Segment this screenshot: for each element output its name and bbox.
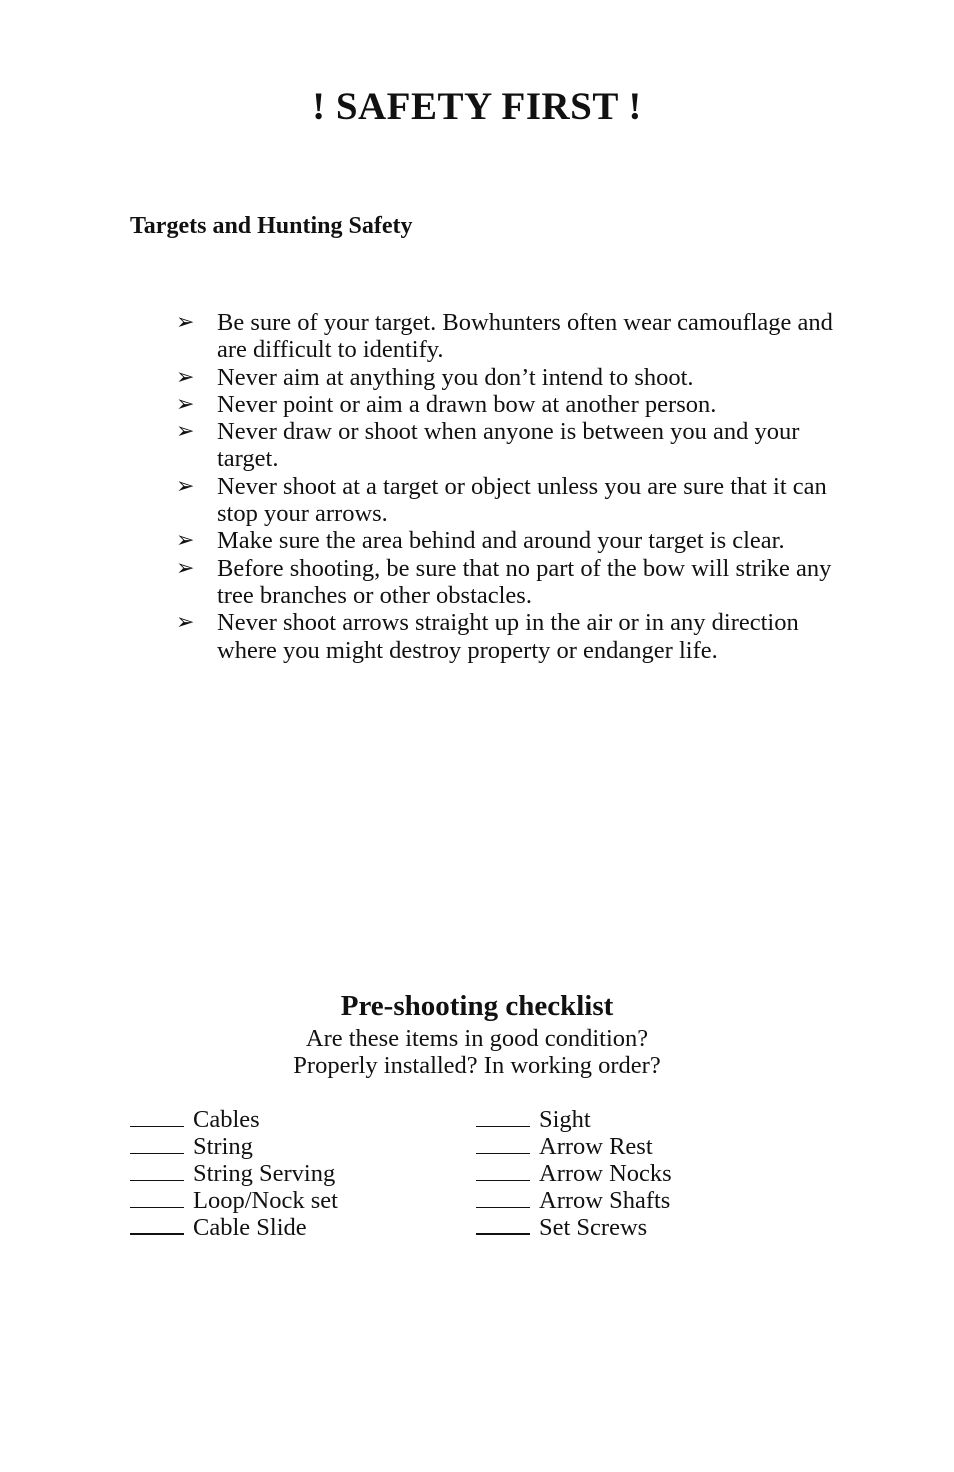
rule-text: Never draw or shoot when anyone is between you and your target. [217,418,800,473]
checklist-item [130,1106,338,1133]
checklist-item-label: Arrow Rest [539,1133,653,1160]
checklist-item [130,1160,338,1187]
rule-text: Make sure the area behind and around your target is clear. [217,527,785,555]
checklist-item [476,1133,672,1160]
arrowhead-bullet-icon: ➢ [176,391,195,417]
checkbox-blank-line[interactable] [130,1232,184,1235]
checklist-item-label: String Serving [193,1160,336,1187]
rule-text: Never aim at anything you don’t intend to shoot. [217,363,694,391]
checklist-item-label: Cables [193,1106,260,1133]
list-item [176,309,836,364]
checklist-item [130,1214,338,1241]
checkbox-blank-line[interactable] [130,1179,184,1181]
checklist-item-label: Loop/Nock set [193,1187,338,1214]
arrowhead-bullet-icon: ➢ [176,310,195,335]
rule-text: Before shooting, be sure that no part of the bow will strike any tree branches or other obstacles. [217,554,832,609]
checkbox-blank-line[interactable] [476,1206,530,1208]
checkbox-blank-line[interactable] [130,1152,184,1154]
arrowhead-bullet-icon: ➢ [176,419,195,445]
checklist-item-label: Arrow Shafts [539,1187,671,1214]
arrowhead-bullet-icon: ➢ [176,473,195,499]
checklist-title: Pre-shooting checklist [340,990,614,1022]
checklist-item-label: String [193,1133,253,1160]
checklist-item-label: Cable Slide [193,1214,307,1241]
list-item [176,609,836,664]
checklist-left-column [130,1106,338,1241]
rule-text: Never shoot at a target or object unless you are sure that it can stop your arrows. [217,472,827,528]
arrowhead-bullet-icon: ➢ [176,555,195,581]
list-item [176,473,836,528]
checklist-item [476,1187,672,1214]
checkbox-blank-line[interactable] [130,1206,184,1208]
checklist-item-label: Arrow Nocks [539,1160,672,1187]
checklist-item [130,1133,338,1160]
arrowhead-bullet-icon: ➢ [176,610,195,636]
checklist-item [476,1106,672,1133]
rule-text: Never point or aim a drawn bow at another person. [217,390,717,418]
checklist-right-column [476,1106,672,1241]
checkbox-blank-line[interactable] [130,1125,184,1127]
checkbox-blank-line[interactable] [476,1152,530,1154]
checklist-item-label: Set Screws [539,1214,648,1241]
list-item [176,555,836,610]
arrowhead-bullet-icon: ➢ [176,364,195,390]
list-item [176,418,836,473]
list-item [176,364,836,391]
rule-text: Never shoot arrows straight up in the air or in any direction where you might destroy property or endanger life. [217,609,799,664]
section-heading: Targets and Hunting Safety [130,213,413,239]
checklist-subtitle-line1: Are these items in good condition? [305,1025,649,1052]
checkbox-blank-line[interactable] [476,1232,530,1235]
list-item [176,527,836,554]
checklist-item [130,1187,338,1214]
page-title: ! SAFETY FIRST ! [312,85,642,128]
list-item [176,391,836,418]
rule-text: Be sure of your target. Bowhunters often wear camouflage and are difficult to identify. [217,309,833,364]
checklist-subtitle-line2: Properly installed? In working order? [293,1052,661,1079]
checklist-item [476,1214,672,1241]
checkbox-blank-line[interactable] [476,1179,530,1181]
checklist-item-label: Sight [539,1106,591,1133]
checkbox-blank-line[interactable] [476,1125,530,1127]
safety-rules-list [176,309,836,664]
checklist-item [476,1160,672,1187]
arrowhead-bullet-icon: ➢ [176,528,195,554]
